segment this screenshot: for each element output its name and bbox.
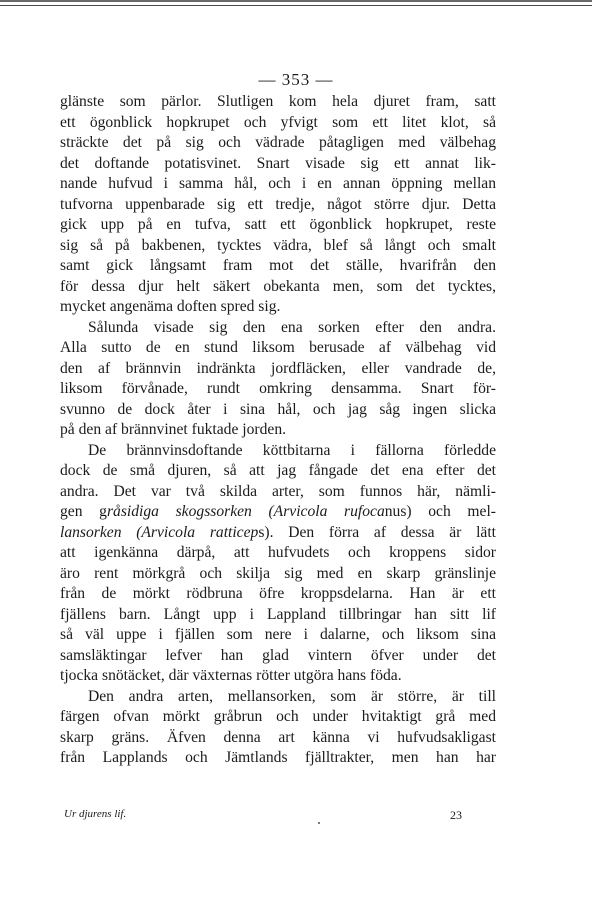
- text-line: andra. Det var två skilda arter, som funnos här, nämli-: [60, 482, 496, 500]
- species-name: råsidiga skogssorken (Arvicola rufoca: [106, 503, 385, 520]
- text-line: De brännvinsdoftande köttbitarna i fällorna förledde: [88, 441, 496, 459]
- text-line: Den andra arten, mellansorken, som är större, är till: [88, 687, 496, 705]
- text-line: för dessa djur helt säkert obekanta men, som det tycktes,: [60, 277, 496, 295]
- page-number: — 353 —: [258, 70, 334, 89]
- text-line: äro rent mörkgrå och skilja sig med en skarp gränslinje: [60, 564, 496, 582]
- text-line: dock de små djuren, så att jag fångade det ena efter det: [60, 462, 496, 479]
- ink-speck: [318, 822, 320, 824]
- text-line: mycket angenäma doften spred sig.: [60, 298, 281, 315]
- text-line: sig så på bakbenen, tycktes vädra, blef så långt och smalt: [60, 236, 496, 254]
- text-line: samt gick långsamt fram mot det ställe, hvarifrån den: [60, 257, 496, 274]
- footer-sheet-number: 23: [450, 808, 462, 822]
- text-line: det doftande potatisvinet. Snart visade sig ett annat lik-: [60, 154, 496, 172]
- text-line: på den af brännvinet fuktade jorden.: [60, 421, 287, 438]
- text-line: gen gråsidiga skogssorken (Arvicola rufocanus) och mel-: [60, 503, 496, 520]
- text-line: från de mörkt rödbruna öfre kroppsdelarna. Han är ett: [60, 585, 496, 602]
- top-rule: [0, 0, 592, 10]
- text-line: nande hufvud i samma hål, och i en annan öppning mellan: [60, 175, 496, 192]
- text-line: från Lapplands och Jämtlands fjälltrakter, men han har: [60, 749, 496, 766]
- body-text: [60, 92, 496, 769]
- text-line: ett ögonblick hopkrupet och yfvigt som ett litet klot, så: [60, 113, 496, 131]
- text-line: den af brännvin indränkta jordfläcken, eller vandrade de,: [60, 359, 496, 377]
- footer-signature: Ur djurens lif.: [64, 808, 127, 820]
- text-line: Alla sutto de en stund liksom berusade af välbehag vid: [60, 339, 496, 356]
- text-line: att igenkänna därpå, att hufvudets och kroppens sidor: [60, 544, 496, 561]
- text-line: svunno de dock åter i sina hål, och jag såg ingen slicka: [60, 400, 496, 418]
- text-line: tufvorna uppenbarade sig ett tredje, något större djur. Detta: [60, 195, 496, 213]
- species-name: lansorken (Arvicola ratticep: [60, 523, 259, 541]
- text-line: samsläktingar lefver han glad vintern öfver under det: [60, 646, 496, 664]
- text-line: liksom förvånade, rundt omkring densamma. Snart för-: [60, 380, 496, 397]
- text-line: gick upp på en tufva, satt ett ögonblick hopkrupet, reste: [60, 216, 496, 233]
- text-line: glänste som pärlor. Slutligen kom hela djuret fram, satt: [60, 93, 496, 110]
- text-line: tjocka snötäcket, där växternas rötter utgöra hans föda.: [60, 667, 402, 684]
- text-line: skarp gräns. Äfven denna art känna vi hufvudsakligast: [60, 728, 496, 746]
- text-line: Sålunda visade sig den ena sorken efter den andra.: [88, 318, 496, 336]
- text-line: färgen ofvan mörkt gråbrun och under hvitaktigt grå med: [60, 708, 496, 725]
- text-line: sträckte det på sig och vädrade påtagligen med välbehag: [60, 134, 496, 151]
- text-line: fjällens barn. Långt upp i Lappland tillbringar han sitt lif: [60, 605, 496, 623]
- text-line: så väl uppe i fjällen som nere i dalarne, och liksom sina: [60, 626, 496, 643]
- text-line: lansorken (Arvicola ratticeps). Den förra af dessa är lätt: [60, 523, 496, 541]
